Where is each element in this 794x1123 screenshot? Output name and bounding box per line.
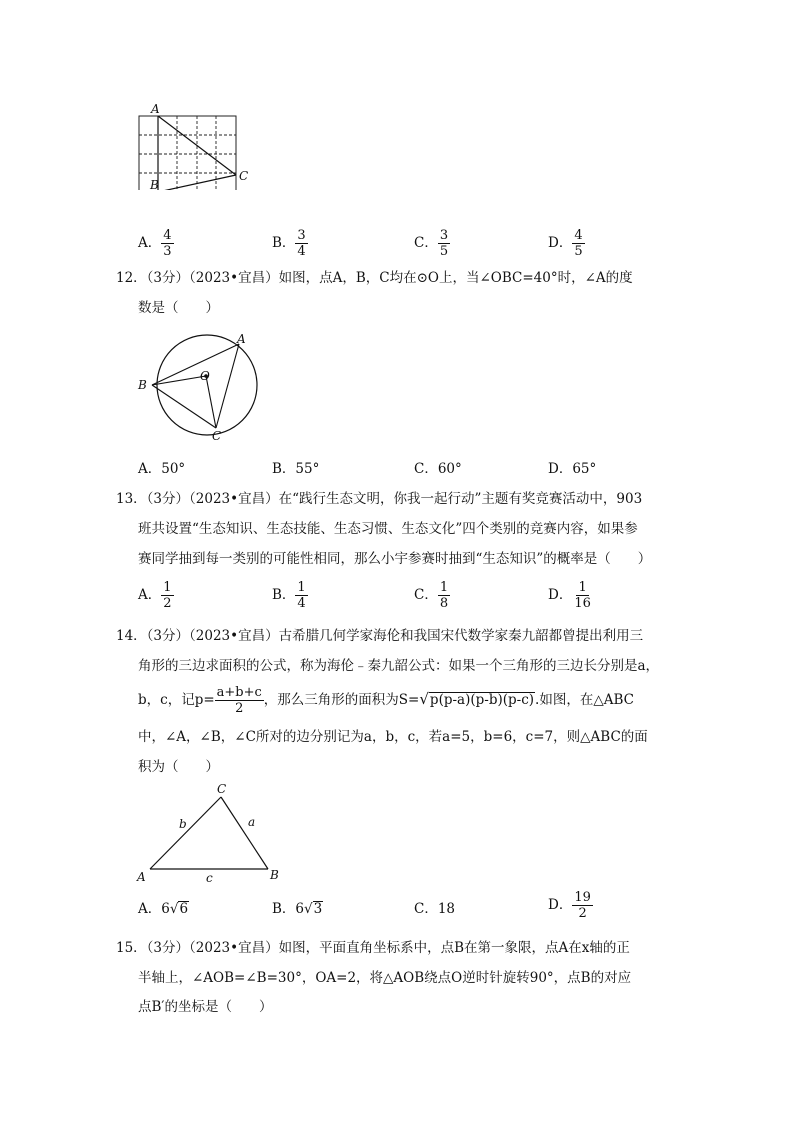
q14-option-c[interactable]: C．18 xyxy=(414,901,456,917)
q15-stem-line2: 半轴上，∠AOB=∠B=30°，OA=2，将△AOB绕点O逆时针旋转90°，点B的对应 xyxy=(138,970,632,986)
vertex-b: B xyxy=(270,868,279,882)
q11-option-a[interactable]: A． $\frac{4}{3}$ xyxy=(138,228,172,259)
label-c: C xyxy=(239,169,249,183)
fraction: $\frac{1}{8}$ xyxy=(439,580,449,611)
q13-option-a[interactable]: A． $\frac{1}{2}$ xyxy=(138,580,172,611)
label-b: B xyxy=(150,178,159,190)
fraction: $\frac{3}{4}$ xyxy=(297,228,306,259)
q14-option-a[interactable]: A．6√6 xyxy=(138,901,189,917)
q13-option-c[interactable]: C． $\frac{1}{8}$ xyxy=(414,580,449,611)
fraction: $\frac{1}{4}$ xyxy=(297,580,306,611)
q13-stem-line1: 13．（3分）（2023•宜昌）在“践行生态文明，你我一起行动”主题有奖竞赛活动中，903 xyxy=(116,491,643,507)
q14-option-d[interactable]: D． $\frac{19}{2}$ xyxy=(548,890,591,921)
q12-stem-line2: 数是（ ） xyxy=(138,300,219,316)
vertex-c: C xyxy=(217,782,227,796)
q12-option-a[interactable]: A．50° xyxy=(138,461,186,477)
label-o: O xyxy=(200,369,210,383)
q11-option-c[interactable]: C． $\frac{3}{5}$ xyxy=(414,228,449,259)
q12-option-d[interactable]: D．65° xyxy=(548,461,597,477)
q12-circle-figure xyxy=(134,328,264,443)
p-formula-fraction: $\frac{a+b+c}{2}$ xyxy=(216,685,262,716)
q12-option-c[interactable]: C．60° xyxy=(414,461,462,477)
label-b: B xyxy=(138,378,147,392)
q13-option-b[interactable]: B． $\frac{1}{4}$ xyxy=(272,580,306,611)
q13-stem-line3: 赛同学抽到每一类别的可能性相同，那么小宇参赛时抽到“生态知识”的概率是（ ） xyxy=(138,551,652,567)
vertex-a: A xyxy=(137,870,146,884)
inscribed-lines xyxy=(152,344,239,428)
fraction: $\frac{1}{16}$ xyxy=(574,580,591,611)
fraction: $\frac{1}{2}$ xyxy=(163,580,172,611)
side-c: c xyxy=(206,871,213,885)
side-a: a xyxy=(248,815,256,829)
q14-stem-line2: 角形的三边求面积的公式，称为海伦﹣秦九韶公式：如果一个三角形的三边长分别是a， xyxy=(138,658,660,674)
q14-triangle-figure xyxy=(132,778,292,888)
label-c: C xyxy=(212,429,222,443)
fraction: $\frac{4}{3}$ xyxy=(163,228,172,259)
q14-option-b[interactable]: B．6√3 xyxy=(272,901,323,917)
side-b: b xyxy=(179,817,187,831)
heron-sqrt: p(p-a)(p-b)(p-c) xyxy=(429,692,535,708)
q13-stem-line2: 班共设置“生态知识、生态技能、生态习惯、生态文化”四个类别的竞赛内容，如果参 xyxy=(138,521,638,537)
q14-stem-line1: 14．（3分）（2023•宜昌）古希腊几何学家海伦和我国宋代数学家秦九韶都曾提出利用三 xyxy=(116,628,644,644)
q12-stem-line1: 12．（3分）（2023•宜昌）如图，点A，B，C均在⊙O上，当∠OBC=40°时，∠A的度 xyxy=(116,270,633,286)
q15-stem-line1: 15．（3分）（2023•宜昌）如图，平面直角坐标系中，点B在第一象限，点A在x轴的正 xyxy=(116,940,630,956)
q13-option-d[interactable]: D． $\frac{1}{16}$ xyxy=(548,580,591,611)
q14-stem-line5: 积为（ ） xyxy=(138,759,219,775)
label-a: A xyxy=(151,102,160,116)
triangle-abc xyxy=(150,797,268,869)
q12-option-b[interactable]: B．55° xyxy=(272,461,320,477)
q14-stem-line3: b，c，记p= $\frac{a+b+c}{2}$ ，那么三角形的面积为S=√p(p-a)(p-b)(p-c).如图，在△ABC xyxy=(138,685,634,716)
q11-option-b[interactable]: B． $\frac{3}{4}$ xyxy=(272,228,306,259)
circle-o xyxy=(157,335,257,435)
fraction: $\frac{3}{5}$ xyxy=(439,228,449,259)
q15-stem-line3: 点B′的坐标是（ ） xyxy=(138,999,273,1015)
fraction: $\frac{4}{5}$ xyxy=(574,228,583,259)
label-a: A xyxy=(237,332,246,346)
fraction: $\frac{19}{2}$ xyxy=(574,890,591,921)
q11-option-d[interactable]: D． $\frac{4}{5}$ xyxy=(548,228,583,259)
q11-grid-figure xyxy=(130,100,260,190)
q14-stem-line4: 中，∠A，∠B，∠C所对的边分别记为a，b，c，若a=5，b=6，c=7，则△ABC的面 xyxy=(138,729,648,745)
